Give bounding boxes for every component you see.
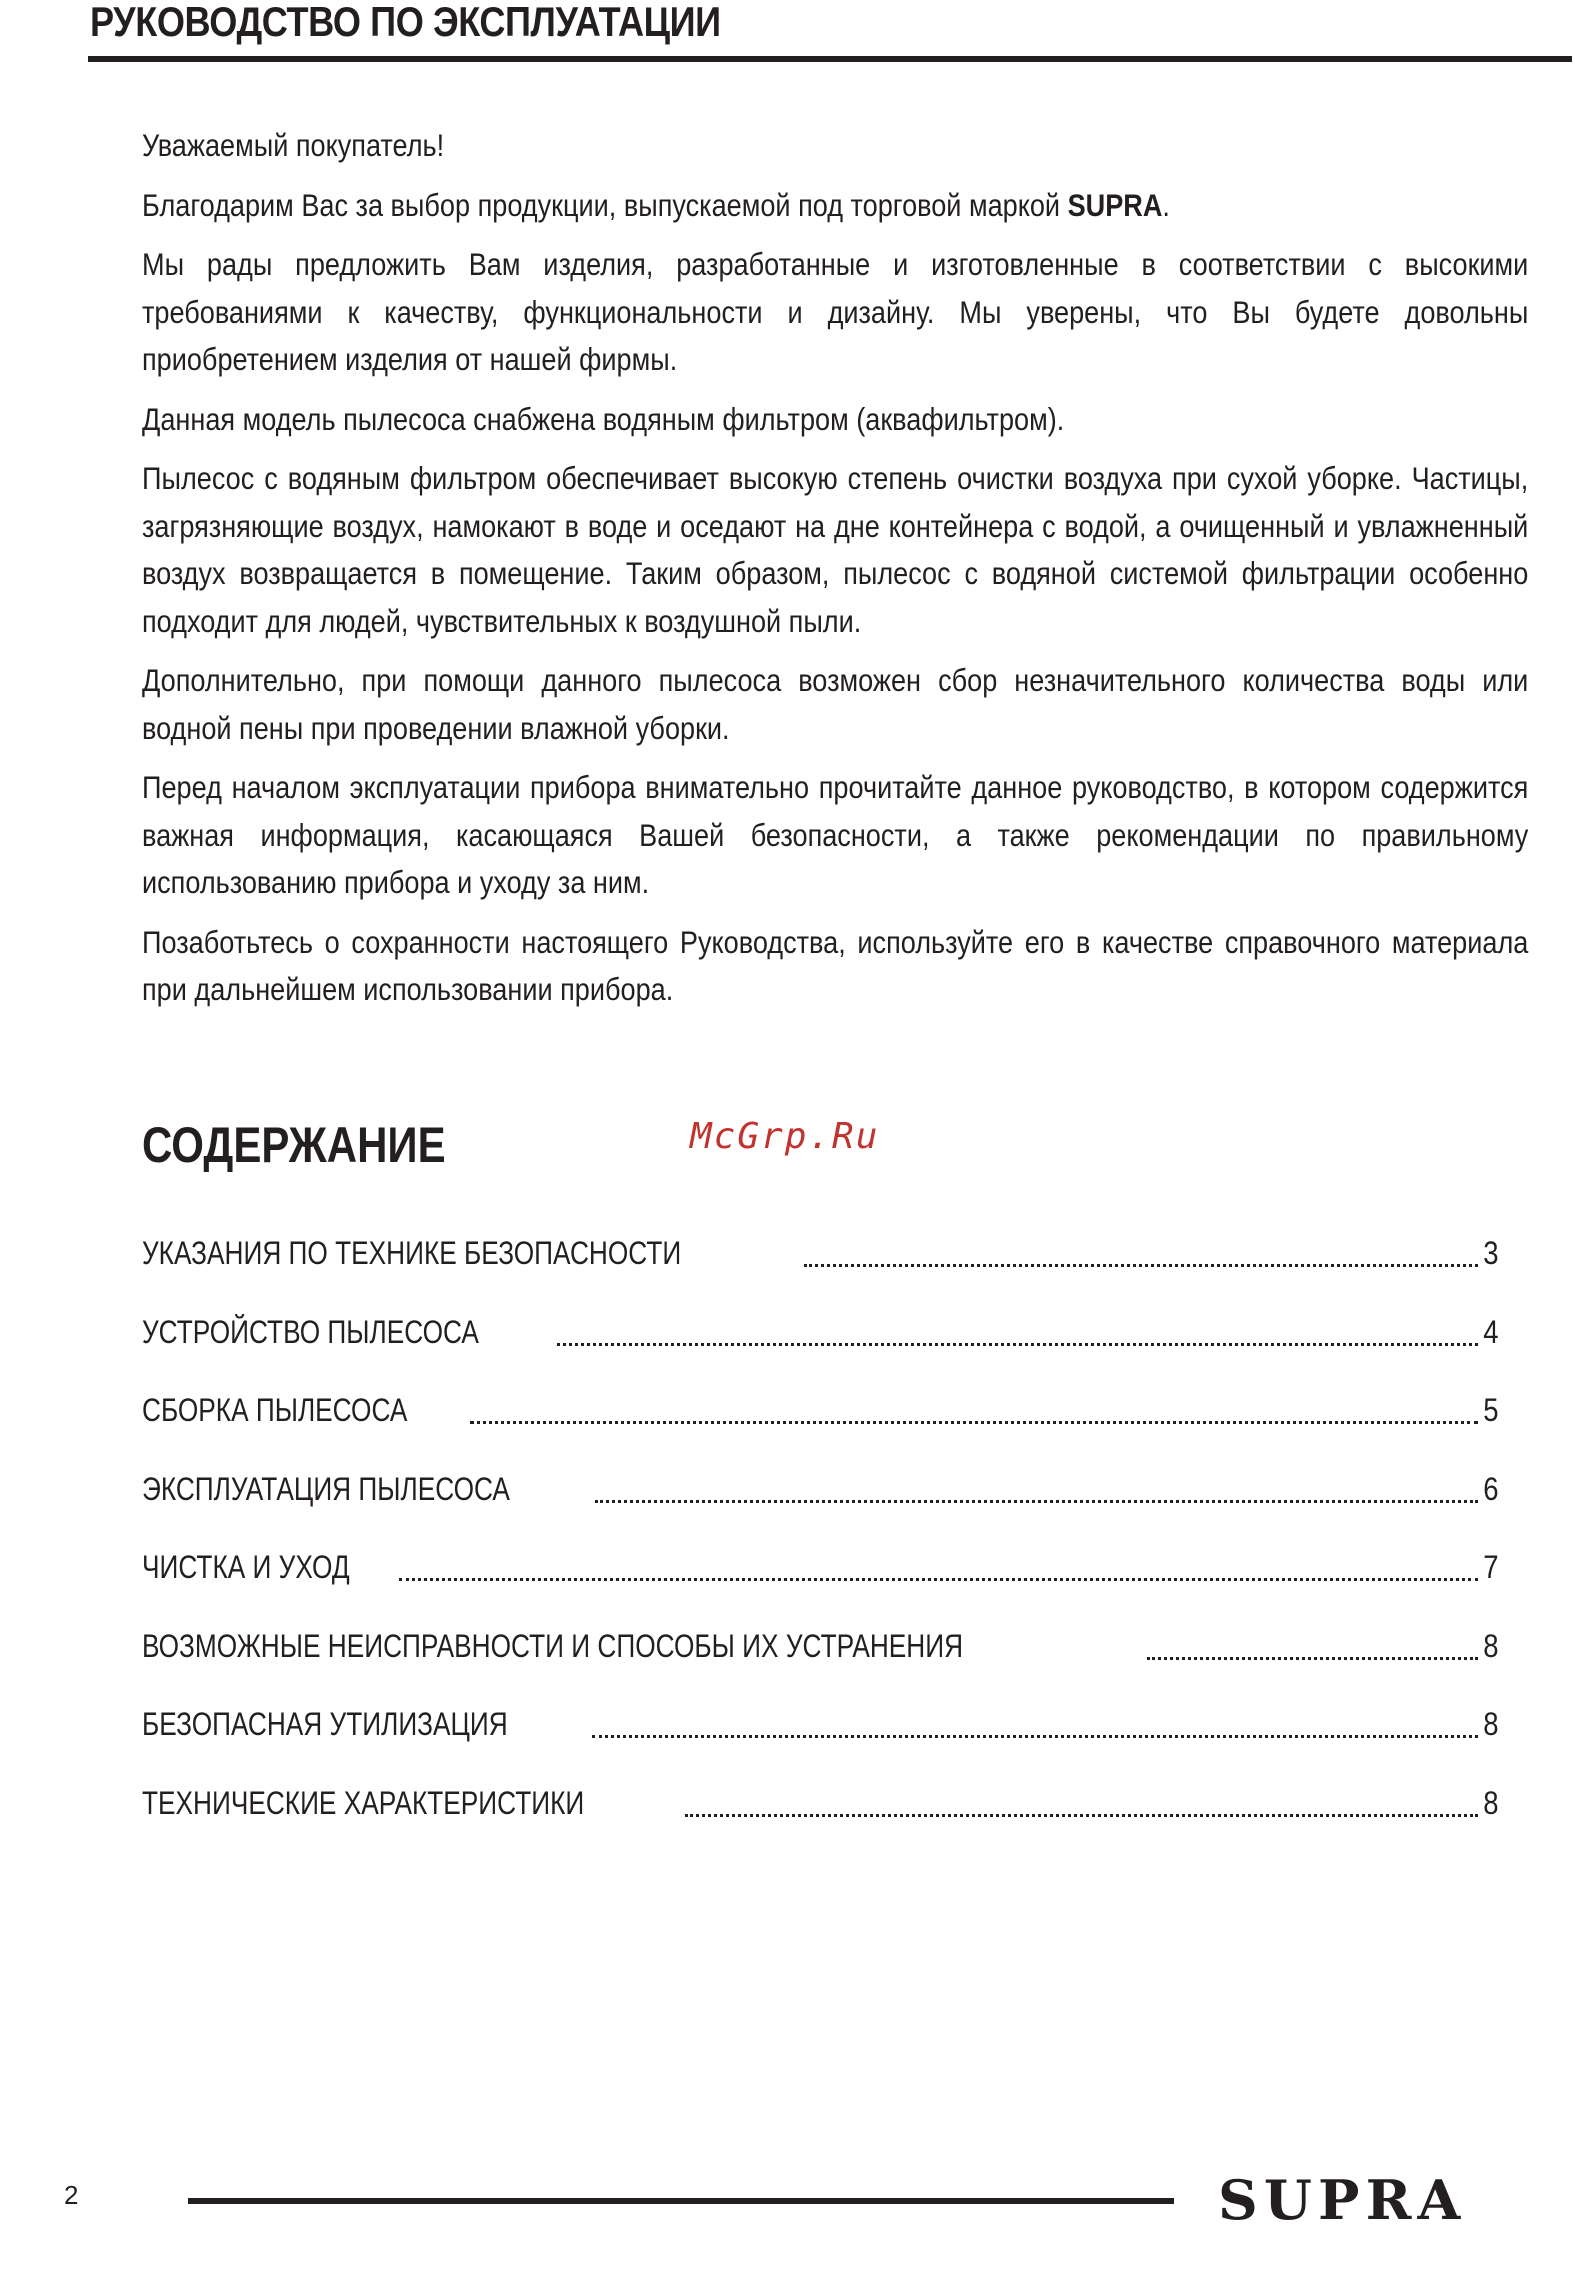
thanks-paragraph xyxy=(142,182,1528,230)
toc-leader-dots xyxy=(685,1780,1478,1817)
footer-divider xyxy=(188,2198,1174,2204)
toc-item[interactable] xyxy=(142,1387,1500,1466)
watermark: McGrp.Ru xyxy=(690,1116,880,1157)
toc-leader-dots xyxy=(557,1309,1478,1346)
header-divider xyxy=(88,56,1572,62)
toc-item[interactable] xyxy=(142,1466,1500,1545)
toc-leader-dots xyxy=(1147,1623,1478,1660)
toc-item-page: 8 xyxy=(1483,1627,1499,1664)
intro-paragraph-6: Дополнительно, при помощи данного пылесоса возможен сбор незначительного количества воды или водной пены при проведении влажной уборки. xyxy=(142,662,1529,746)
page-number: 2 xyxy=(64,2180,79,2210)
toc-item-label: ЭКСПЛУАТАЦИЯ ПЫЛЕСОСА xyxy=(142,1470,510,1507)
toc-item[interactable] xyxy=(142,1623,1500,1702)
toc-item[interactable] xyxy=(142,1544,1500,1623)
toc-item-label: ТЕХНИЧЕСКИЕ ХАРАКТЕРИСТИКИ xyxy=(142,1784,585,1821)
intro-paragraph-3: Мы рады предложить Вам изделия, разработанные и изготовленные в соответствии с высокими требованиями к качеству, функциональности и дизайну. Мы уверены, что Вы будете довольны приобретением изделия от нашей фирмы. xyxy=(142,246,1529,377)
intro-paragraph-7: Перед началом эксплуатации прибора внимательно прочитайте данное руководство, в котором содержится важная информация, касающаяся Вашей безопасности, а также рекомендации по правильному использованию прибора и уходу за ним. xyxy=(142,769,1529,900)
brand-name: SUPRA xyxy=(1067,186,1163,223)
greeting: Уважаемый покупатель! xyxy=(142,127,445,163)
table-of-contents xyxy=(142,1230,1500,1858)
toc-item-label: СБОРКА ПЫЛЕСОСА xyxy=(142,1392,408,1428)
toc-item-label: ЧИСТКА И УХОД xyxy=(142,1549,350,1585)
toc-item-label: УКАЗАНИЯ ПО ТЕХНИКЕ БЕЗОПАСНОСТИ xyxy=(142,1235,682,1271)
intro-paragraph-4: Данная модель пылесоса снабжена водяным фильтром (аквафильтром). xyxy=(142,400,1065,437)
toc-item-page: 8 xyxy=(1483,1784,1499,1821)
toc-item[interactable] xyxy=(142,1309,1500,1388)
toc-item-page: 4 xyxy=(1483,1313,1499,1350)
toc-item-label: БЕЗОПАСНАЯ УТИЛИЗАЦИЯ xyxy=(142,1706,508,1742)
toc-leader-dots xyxy=(470,1387,1479,1424)
toc-item-page: 7 xyxy=(1483,1549,1499,1585)
toc-item-label: УСТРОЙСТВО ПЫЛЕСОСА xyxy=(142,1313,479,1350)
toc-title: СОДЕРЖАНИЕ xyxy=(142,1117,446,1173)
toc-item-page: 8 xyxy=(1483,1706,1499,1742)
toc-item[interactable] xyxy=(142,1230,1500,1309)
toc-item-page: 5 xyxy=(1483,1392,1499,1428)
thanks-prefix: Благодарим Вас за выбор продукции, выпускаемой под торговой маркой xyxy=(142,186,1068,223)
intro-paragraph-5: Пылесос с водяным фильтром обеспечивает высокую степень очистки воздуха при сухой уборке. Частицы, загрязняющие воздух, намокают в воде и оседают на дне контейнера с водой, а очищенный и увлажненный воздух возвращается в помещение. Таким образом, пылесос с водяной системой фильтрации особенно подходит для людей, чувствительных к воздушной пыли. xyxy=(142,460,1529,639)
page-header-title: РУКОВОДСТВО ПО ЭКСПЛУАТАЦИИ xyxy=(90,0,721,45)
toc-leader-dots xyxy=(804,1230,1479,1267)
intro-paragraph-8: Позаботьтесь о сохранности настоящего Руководства, используйте его в качестве справочного материала при дальнейшем использовании прибора. xyxy=(142,923,1529,1007)
brand-logo: SUPRA xyxy=(1218,2168,1467,2232)
toc-leader-dots xyxy=(399,1544,1478,1581)
toc-item-page: 6 xyxy=(1483,1470,1499,1507)
toc-leader-dots xyxy=(592,1701,1478,1738)
toc-item[interactable] xyxy=(142,1701,1500,1780)
toc-item[interactable] xyxy=(142,1780,1500,1859)
toc-leader-dots xyxy=(595,1466,1479,1503)
toc-item-page: 3 xyxy=(1483,1235,1499,1271)
toc-item-label: ВОЗМОЖНЫЕ НЕИСПРАВНОСТИ И СПОСОБЫ ИХ УСТРАНЕНИЯ xyxy=(142,1627,964,1664)
thanks-suffix: . xyxy=(1162,186,1170,223)
intro-section xyxy=(142,122,1528,1026)
